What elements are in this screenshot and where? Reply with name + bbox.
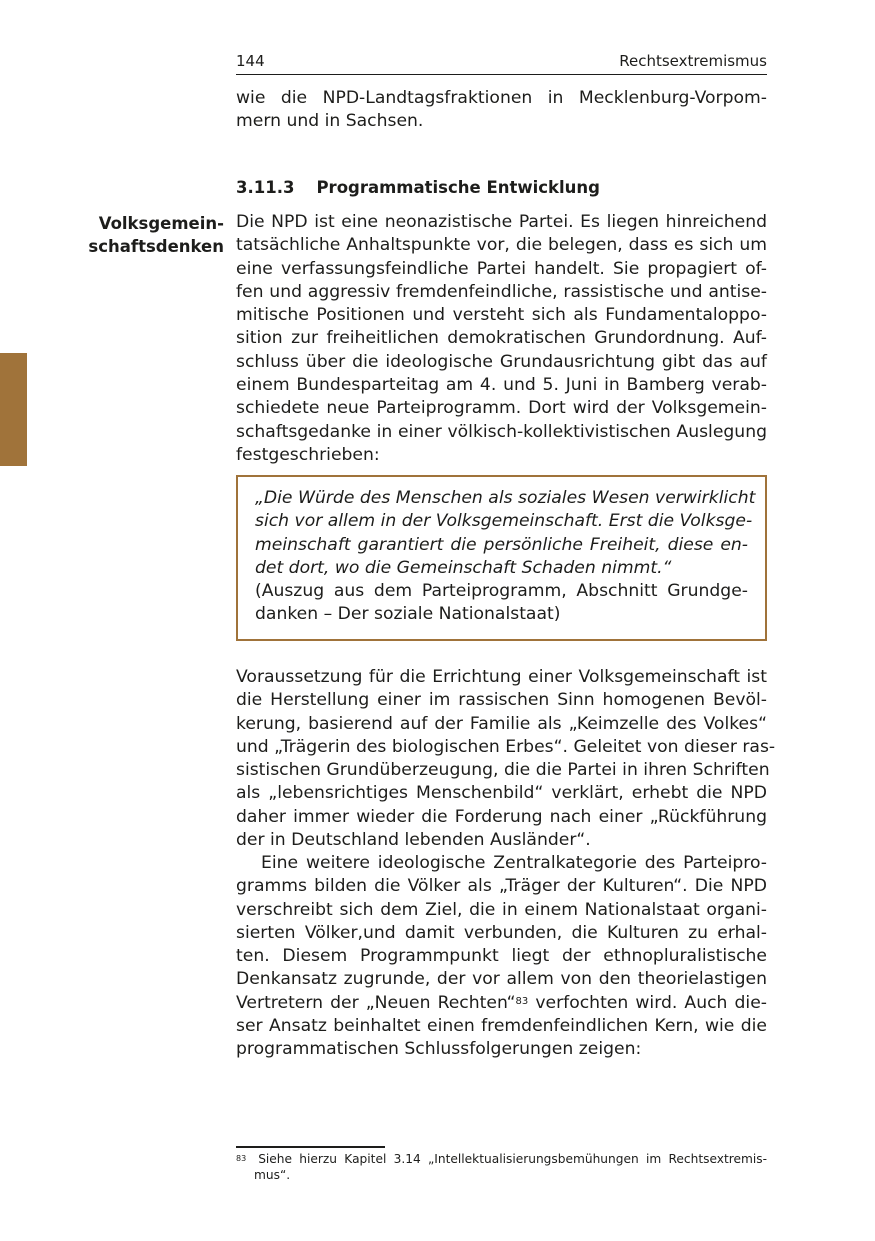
section-heading [236, 178, 600, 197]
section-number: 3.11.3 [236, 178, 295, 197]
margin-note-line: schaftsdenken [88, 237, 224, 257]
quote-line: sich vor allem in der Volksgemeinschaft. Erst die Volksge- [255, 511, 753, 532]
page-number: 144 [236, 52, 265, 70]
text-line: sistischen Grundüberzeugung, die die Partei in ihren Schriften [236, 760, 770, 781]
quote-source [255, 580, 748, 627]
text-line: und „Trägerin des biologischen Erbes“. Geleitet von dieser ras- [236, 736, 776, 757]
text-line: festgeschrieben: [236, 444, 380, 465]
footnote-number: 83 [236, 1154, 247, 1163]
page-header [236, 50, 767, 75]
running-title: Rechtsextremismus [619, 52, 767, 70]
footnote-reference[interactable]: 83 [515, 995, 529, 1007]
footnote [236, 1151, 767, 1183]
text-line: Die NPD ist eine neonazistische Partei. Es liegen hinreichend [236, 212, 767, 232]
text-fragment: Vertretern der „Neuen Rechten“ [236, 992, 516, 1013]
text-line: der in Deutschland lebenden Ausländer“. [236, 830, 591, 851]
quote-line: det dort, wo die Gemeinschaft Schaden nimmt.“ [255, 557, 672, 578]
text-line: mitische Positionen und versteht sich als Fundamentaloppo- [236, 305, 767, 326]
text-line: sition zur freiheitlichen demokratischen Grundordnung. Auf- [236, 328, 767, 349]
footnote-separator [236, 1146, 385, 1148]
text-fragment: verfochten wird. Auch die- [528, 992, 767, 1013]
chapter-tab-marker [0, 353, 27, 466]
text-line: Voraussetzung für die Errichtung einer Volksgemeinschaft ist [236, 667, 767, 687]
text-line: fen und aggressiv fremdenfeindliche, rassistische und antise- [236, 281, 767, 302]
text-line: ser Ansatz beinhaltet einen fremdenfeindlichen Kern, wie die [236, 1016, 767, 1037]
paragraph-1 [236, 211, 767, 467]
section-title: Programmatische Entwicklung [316, 178, 600, 197]
text-line: wie die NPD-Landtagsfraktionen in Mecklenburg-Vorpom- [236, 88, 767, 108]
text-line: sierten Völker,und damit verbunden, die Kulturen zu erhal- [236, 922, 767, 943]
quote-line: meinschaft garantiert die persönliche Freiheit, diese en- [255, 534, 748, 555]
text-line: ten. Diesem Programmpunkt liegt der ethnopluralistische [236, 946, 767, 967]
text-line: programmatischen Schlussfolgerungen zeigen: [236, 1039, 642, 1060]
quote-text [255, 487, 756, 580]
paragraph-3 [236, 852, 767, 1062]
text-line: schluss über die ideologische Grundausrichtung gibt das auf [236, 351, 767, 372]
text-line: gramms bilden die Völker als „Träger der Kulturen“. Die NPD [236, 876, 767, 897]
text-line: daher immer wieder die Forderung nach einer „Rückführung [236, 806, 767, 827]
text-line: Eine weitere ideologische Zentralkategorie des Parteipro- [261, 853, 767, 873]
quote-box [236, 475, 767, 641]
text-line: eine verfassungsfeindliche Partei handelt. Sie propagiert of- [236, 258, 767, 279]
quote-line: „Die Würde des Menschen als soziales Wesen verwirklicht [255, 488, 756, 508]
text-line: mern und in Sachsen. [236, 111, 424, 132]
paragraph-2 [236, 666, 776, 852]
text-line: kerung, basierend auf der Familie als „Keimzelle des Volkes“ [236, 713, 767, 734]
text-line: als „lebensrichtiges Menschenbild“ verklärt, erhebt die NPD [236, 783, 767, 804]
quote-source-line: (Auszug aus dem Parteiprogramm, Abschnitt Grundge- [255, 581, 748, 602]
margin-note-line: Volksgemein- [98, 214, 224, 233]
text-line-with-footnote-ref [236, 992, 767, 1015]
margin-note [88, 212, 224, 259]
text-line: Denkansatz zugrunde, der vor allem von den theorielastigen [236, 969, 767, 990]
text-line: schaftsgedanke in einer völkisch-kollektivistischen Auslegung [236, 421, 767, 442]
footnote-text-line: mus“. [254, 1168, 291, 1182]
footnote-text-line: Siehe hierzu Kapitel 3.14 „Intellektualisierungsbemühungen im Rechtsextremis- [258, 1152, 767, 1166]
text-line: verschreibt sich dem Ziel, die in einem Nationalstaat organi- [236, 899, 767, 920]
text-line: tatsächliche Anhaltspunkte vor, die belegen, dass es sich um [236, 235, 767, 256]
text-line: einem Bundesparteitag am 4. und 5. Juni in Bamberg verab- [236, 375, 767, 396]
text-line: schiedete neue Parteiprogramm. Dort wird der Volksgemein- [236, 398, 767, 419]
intro-paragraph [236, 87, 767, 134]
text-line: die Herstellung einer im rassischen Sinn homogenen Bevöl- [236, 690, 767, 711]
quote-source-line: danken – Der soziale Nationalstaat) [255, 604, 561, 625]
